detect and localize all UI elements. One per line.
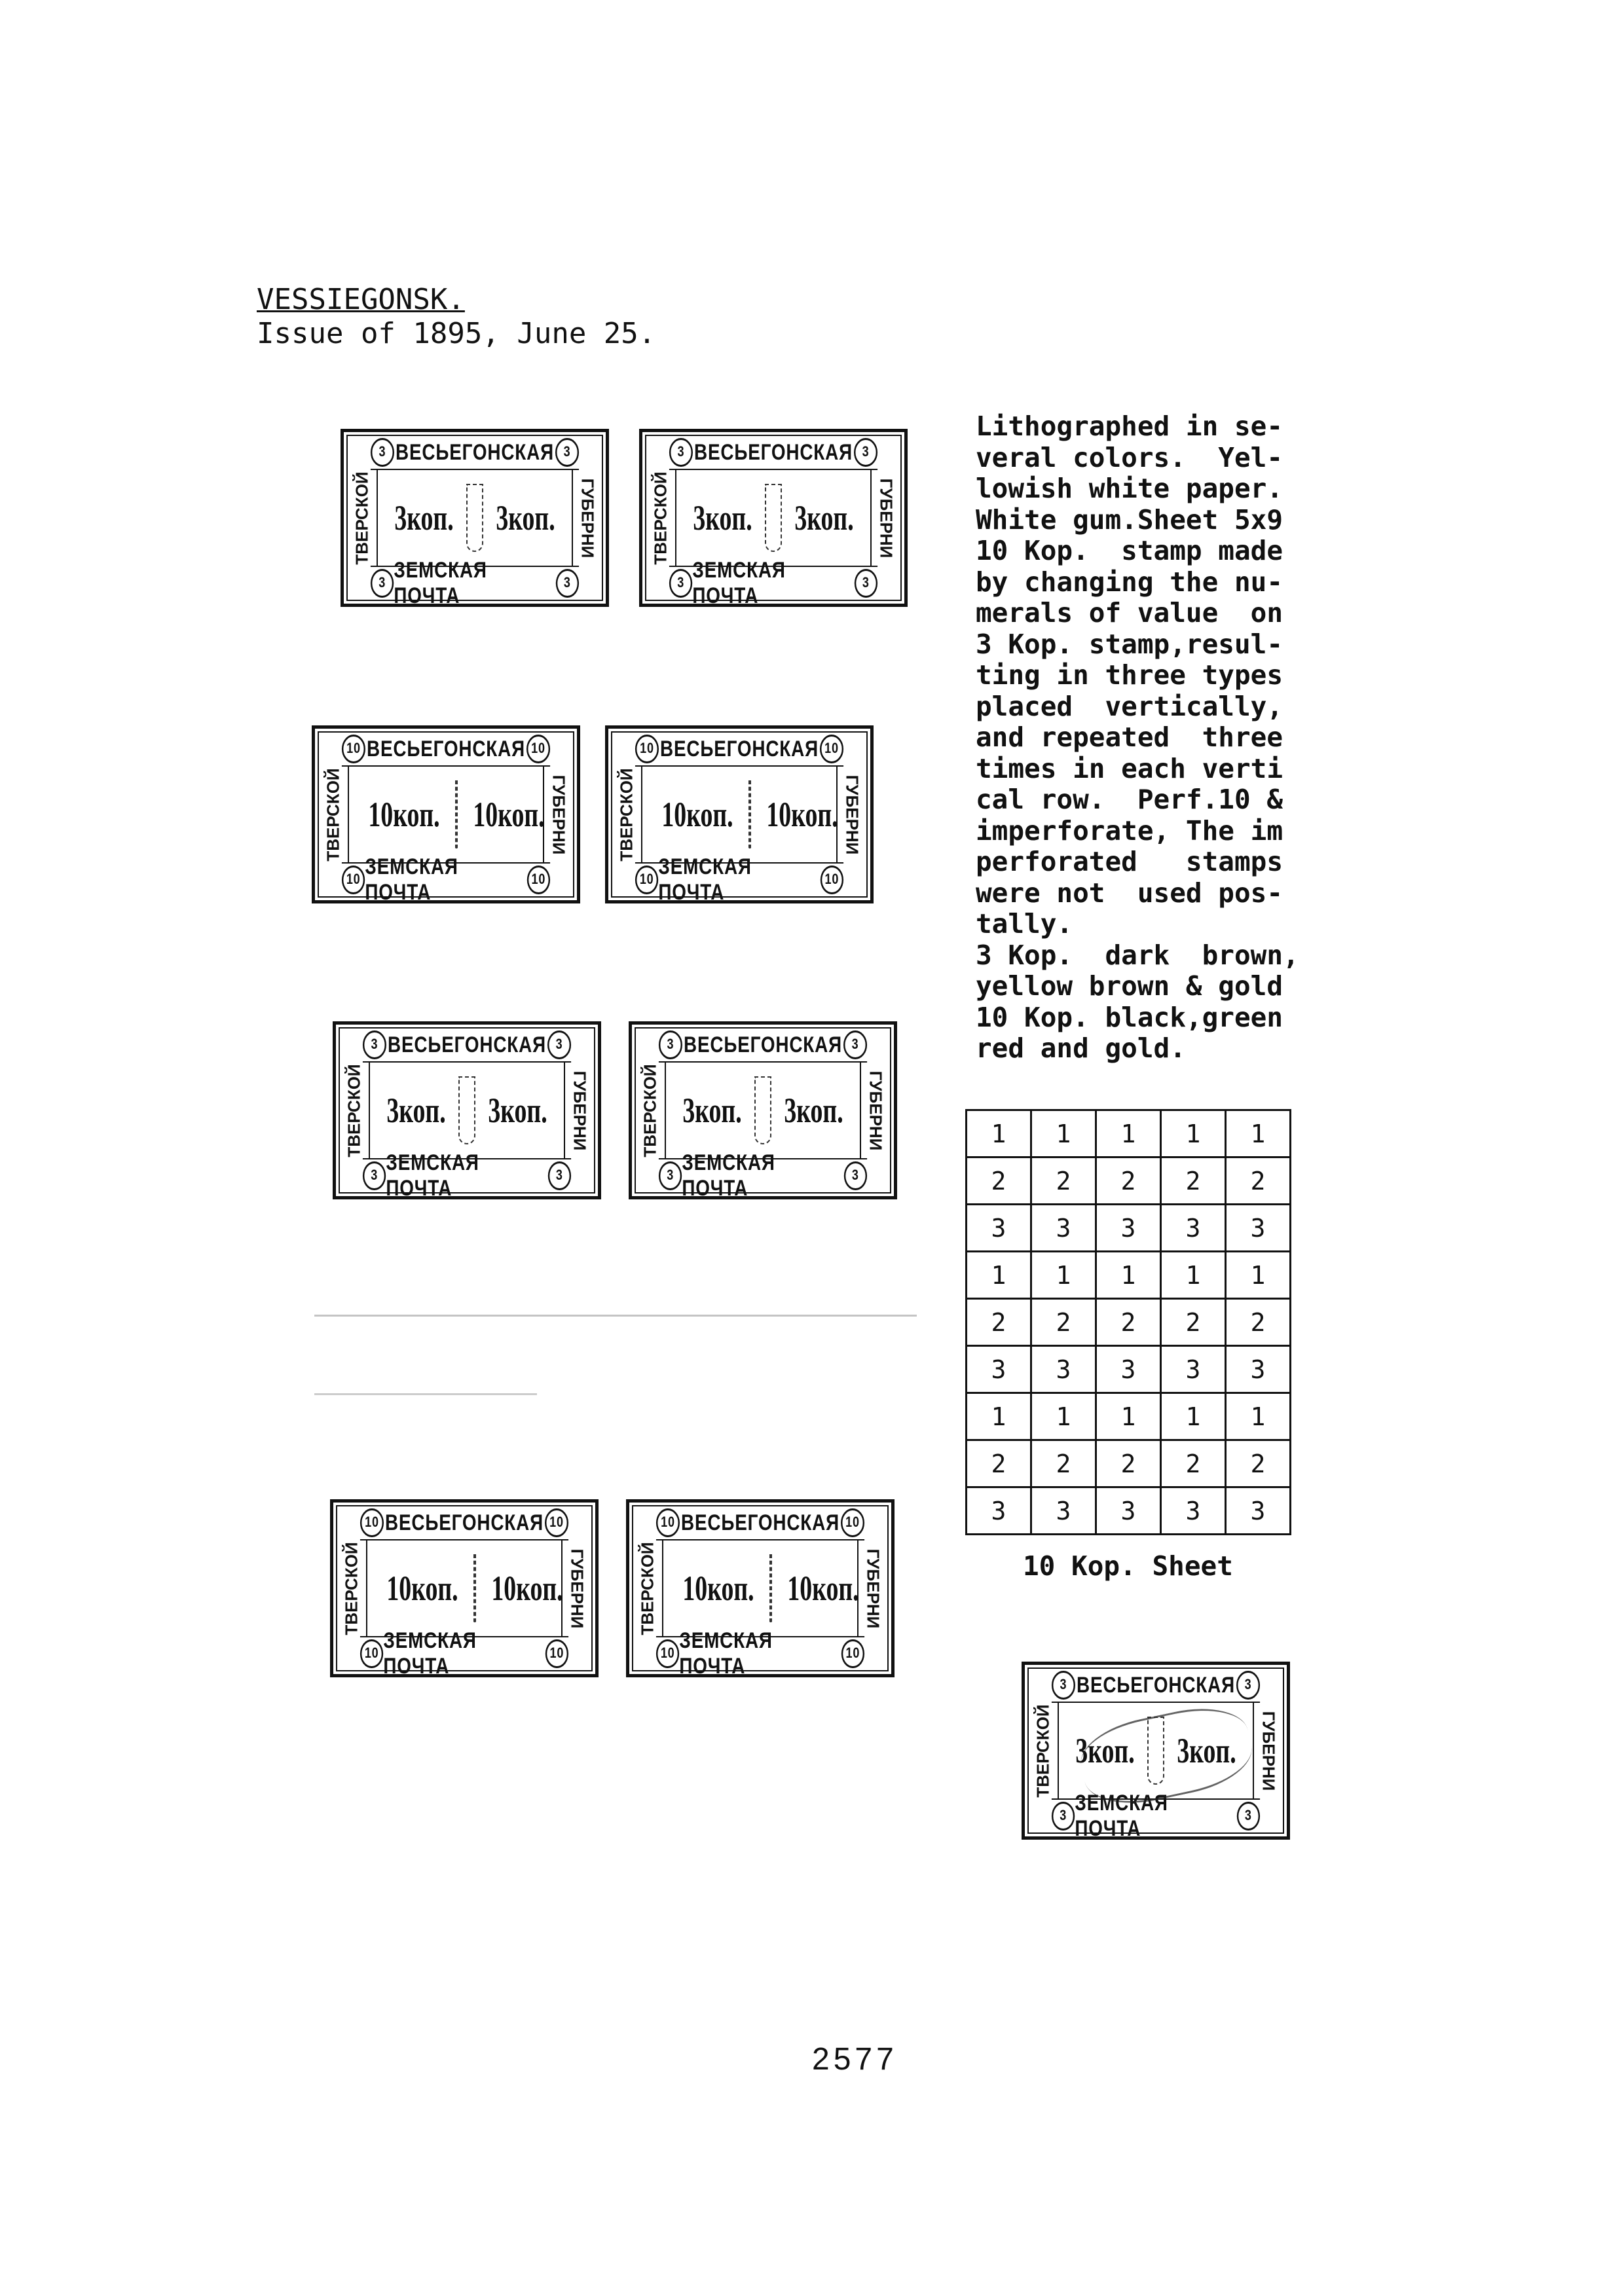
coat-of-arms-icon (769, 1554, 772, 1622)
sheet-cell: 1 (1031, 1393, 1096, 1440)
value-circle-icon: 10 (342, 735, 365, 763)
stamp-top-label (656, 1506, 864, 1540)
value-circle-icon: 3 (363, 1161, 386, 1190)
sheet-cell: 3 (1031, 1487, 1096, 1535)
sheet-cell: 2 (1031, 1157, 1096, 1205)
sheet-cell: 3 (1096, 1205, 1161, 1252)
stamp-denomination: 3коп. (386, 1091, 446, 1130)
page-title: VESSIEGONSK. (257, 283, 465, 316)
sheet-cell: 3 (1161, 1346, 1226, 1393)
stamp-3-kop (333, 1021, 601, 1199)
value-circle-icon: 3 (556, 569, 580, 598)
sheet-row (967, 1346, 1291, 1393)
stamp-right-label: ГУБЕРНИ (857, 1540, 887, 1636)
stamp-right-label: ГУБЕРНИ (572, 470, 602, 566)
sheet-row (967, 1110, 1291, 1157)
stamp-denomination: 3коп. (794, 498, 854, 538)
stamp-denomination: 3коп. (394, 498, 454, 538)
sheet-cell: 2 (1226, 1157, 1291, 1205)
sheet-cell: 2 (967, 1299, 1031, 1346)
stamp-left-label: ТВЕРСКОЙ (646, 470, 676, 566)
stamp-left-label: ТВЕРСКОЙ (337, 1540, 367, 1636)
stamp-top-text: ВЕСЬЕГОНСКАЯ (1077, 1672, 1235, 1698)
sheet-cell: 1 (1226, 1393, 1291, 1440)
coat-of-arms-icon (473, 1554, 476, 1622)
value-circle-icon: 10 (360, 1508, 384, 1537)
stamp-top-text: ВЕСЬЕГОНСКАЯ (681, 1510, 840, 1535)
sheet-cell: 1 (967, 1110, 1031, 1157)
stamp-bottom-label (363, 1150, 571, 1201)
value-circle-icon: 10 (635, 866, 659, 894)
stamp-denomination: 10коп. (386, 1569, 458, 1608)
value-circle-icon: 10 (360, 1639, 384, 1668)
sheet-cell: 3 (1161, 1205, 1226, 1252)
sheet-cell: 1 (1226, 1252, 1291, 1299)
value-circle-icon: 3 (669, 438, 693, 467)
sheet-cell: 3 (1226, 1205, 1291, 1252)
stamp-denomination: 10коп. (661, 795, 733, 834)
stamp-top-text: ВЕСЬЕГОНСКАЯ (388, 1032, 546, 1057)
stamp-denomination: 3коп. (682, 1091, 742, 1130)
stamp-denomination: 3коп. (693, 498, 752, 538)
value-circle-icon: 3 (1237, 1802, 1261, 1831)
stamp-left-label: ТВЕРСКОЙ (319, 767, 349, 862)
value-circle-icon: 10 (545, 1508, 568, 1537)
sheet-cell: 3 (1096, 1487, 1161, 1535)
value-circle-icon: 10 (545, 1639, 569, 1668)
sheet-cell: 1 (1096, 1393, 1161, 1440)
value-circle-icon: 10 (841, 1639, 865, 1668)
coat-of-arms-icon (455, 780, 458, 848)
stamp-top-label (342, 733, 550, 767)
sheet-row (967, 1487, 1291, 1535)
value-circle-icon: 3 (363, 1030, 386, 1059)
value-circle-icon: 3 (547, 1030, 571, 1059)
sheet-cell: 1 (1226, 1110, 1291, 1157)
value-circle-icon: 3 (669, 569, 693, 598)
sheet-cell: 2 (1161, 1299, 1226, 1346)
sheet-cell: 2 (1226, 1299, 1291, 1346)
sheet-cell: 3 (1226, 1346, 1291, 1393)
stamp-bottom-label (1052, 1791, 1260, 1841)
page-subtitle: Issue of 1895, June 25. (257, 317, 656, 350)
stamp-right-label: ГУБЕРНИ (836, 767, 866, 862)
stamp-center (642, 767, 836, 862)
sheet-cell: 2 (1096, 1299, 1161, 1346)
value-circle-icon: 3 (1052, 1802, 1075, 1831)
sheet-cell: 2 (1031, 1299, 1096, 1346)
sheet-cell: 1 (1031, 1252, 1096, 1299)
stamp-3-kop (629, 1021, 897, 1199)
value-circle-icon: 10 (635, 735, 659, 763)
stamp-10-kop (626, 1499, 895, 1677)
page-number: 2577 (812, 2042, 898, 2077)
value-circle-icon: 10 (527, 866, 551, 894)
stamp-left-label: ТВЕРСКОЙ (1029, 1703, 1059, 1798)
stamp-left-label: ТВЕРСКОЙ (633, 1540, 663, 1636)
stamp-top-label (635, 733, 843, 767)
sheet-cell: 1 (1031, 1110, 1096, 1157)
stamp-bottom-label (635, 854, 843, 905)
value-circle-icon: 3 (659, 1030, 682, 1059)
stamp-denomination: 10коп. (473, 795, 545, 834)
stamp-right-label: ГУБЕРНИ (543, 767, 573, 862)
stamp-top-label (371, 436, 579, 470)
stamp-bottom-label (371, 558, 579, 608)
value-circle-icon: 3 (844, 1161, 868, 1190)
sheet-caption: 10 Kop. Sheet (1023, 1550, 1233, 1582)
stamp-top-label (360, 1506, 568, 1540)
value-circle-icon: 3 (1236, 1671, 1260, 1700)
sheet-row (967, 1393, 1291, 1440)
stamp-denomination: 10коп. (491, 1569, 563, 1608)
stamp-top-label (363, 1029, 571, 1063)
stamp-bottom-text: ЗЕМСКАЯ ПОЧТА (682, 1150, 775, 1201)
stamp-3-kop (341, 429, 609, 607)
stamp-denomination: 3коп. (784, 1091, 843, 1130)
value-circle-icon: 3 (371, 438, 394, 467)
stamp-bottom-text: ЗЕМСКАЯ ПОЧТА (386, 1150, 479, 1201)
stamp-denomination: 10коп. (368, 795, 440, 834)
sheet-cell: 2 (1161, 1440, 1226, 1487)
stamp-bottom-text: ЗЕМСКАЯ ПОЧТА (383, 1628, 477, 1679)
value-circle-icon: 3 (843, 1030, 867, 1059)
value-circle-icon: 3 (555, 438, 579, 467)
stamp-denomination: 3коп. (496, 498, 555, 538)
sheet-cell: 1 (1161, 1252, 1226, 1299)
stamp-top-text: ВЕСЬЕГОНСКАЯ (660, 736, 819, 761)
stamp-top-label (1052, 1669, 1260, 1703)
value-circle-icon: 10 (656, 1508, 680, 1537)
value-circle-icon: 3 (371, 569, 394, 598)
stamp-center (666, 1063, 860, 1158)
stamp-bottom-label (659, 1150, 867, 1201)
sheet-cell: 3 (967, 1346, 1031, 1393)
value-circle-icon: 3 (854, 438, 877, 467)
value-circle-icon: 3 (659, 1161, 682, 1190)
sheet-cell: 3 (1031, 1205, 1096, 1252)
stamp-denomination: 10коп. (787, 1569, 859, 1608)
stamp-right-label: ГУБЕРНИ (870, 470, 900, 566)
sheet-cell: 1 (967, 1252, 1031, 1299)
value-circle-icon: 3 (1052, 1671, 1075, 1700)
stamp-bottom-label (669, 558, 877, 608)
stamp-center (378, 470, 572, 566)
stamp-10-kop (330, 1499, 599, 1677)
page-heading (257, 283, 655, 351)
sheet-row (967, 1157, 1291, 1205)
value-circle-icon: 10 (820, 735, 843, 763)
stamp-right-label: ГУБЕРНИ (860, 1063, 890, 1158)
stamp-bottom-text: ЗЕМСКАЯ ПОЧТА (679, 1628, 773, 1679)
stamp-center (367, 1540, 561, 1636)
scan-artifact (314, 1315, 917, 1317)
sheet-cell: 2 (967, 1440, 1031, 1487)
stamp-bottom-label (360, 1628, 568, 1679)
sheet-row (967, 1252, 1291, 1299)
stamp-top-text: ВЕСЬЕГОНСКАЯ (385, 1510, 544, 1535)
stamp-left-label: ТВЕРСКОЙ (612, 767, 642, 862)
stamp-right-label: ГУБЕРНИ (564, 1063, 594, 1158)
stamp-denomination: 3коп. (488, 1091, 547, 1130)
sheet-layout-table (965, 1109, 1291, 1535)
stamp-bottom-text: ЗЕМСКАЯ ПОЧТА (658, 854, 752, 905)
value-circle-icon: 10 (821, 866, 844, 894)
sheet-cell: 3 (967, 1487, 1031, 1535)
value-circle-icon: 10 (841, 1508, 864, 1537)
coat-of-arms-icon (748, 780, 751, 848)
stamp-cancelled-3-kop (1022, 1662, 1290, 1840)
coat-of-arms-icon (466, 484, 483, 552)
stamp-right-label: ГУБЕРНИ (561, 1540, 591, 1636)
sheet-cell: 3 (1096, 1346, 1161, 1393)
stamp-denomination: 3коп. (1075, 1731, 1135, 1770)
stamp-bottom-text: ЗЕМСКАЯ ПОЧТА (1075, 1791, 1168, 1841)
stamp-right-label: ГУБЕРНИ (1253, 1703, 1283, 1798)
sheet-cell: 3 (967, 1205, 1031, 1252)
stamp-center (370, 1063, 564, 1158)
sheet-cell: 2 (1096, 1157, 1161, 1205)
coat-of-arms-icon (754, 1076, 771, 1144)
stamp-top-text: ВЕСЬЕГОНСКАЯ (684, 1032, 842, 1057)
sheet-cell: 3 (1031, 1346, 1096, 1393)
stamp-10-kop (312, 725, 580, 903)
stamp-3-kop (639, 429, 908, 607)
stamp-top-label (669, 436, 877, 470)
stamp-denomination: 3коп. (1177, 1731, 1236, 1770)
sheet-cell: 2 (967, 1157, 1031, 1205)
stamp-top-text: ВЕСЬЕГОНСКАЯ (367, 736, 525, 761)
value-circle-icon: 3 (548, 1161, 572, 1190)
stamp-bottom-label (342, 854, 550, 905)
sheet-cell: 1 (967, 1393, 1031, 1440)
stamp-bottom-text: ЗЕМСКАЯ ПОЧТА (692, 558, 786, 608)
value-circle-icon: 10 (342, 866, 365, 894)
stamp-top-text: ВЕСЬЕГОНСКАЯ (694, 439, 853, 465)
stamp-left-label: ТВЕРСКОЙ (340, 1063, 370, 1158)
sheet-cell: 3 (1226, 1487, 1291, 1535)
stamp-bottom-label (656, 1628, 864, 1679)
sheet-cell: 1 (1096, 1252, 1161, 1299)
stamp-bottom-text: ЗЕМСКАЯ ПОЧТА (394, 558, 487, 608)
sheet-row (967, 1299, 1291, 1346)
coat-of-arms-icon (458, 1076, 475, 1144)
sheet-cell: 3 (1161, 1487, 1226, 1535)
stamp-left-label: ТВЕРСКОЙ (348, 470, 378, 566)
stamp-center (349, 767, 543, 862)
coat-of-arms-icon (765, 484, 782, 552)
stamp-denomination: 10коп. (766, 795, 838, 834)
stamp-10-kop (605, 725, 874, 903)
sheet-cell: 1 (1161, 1393, 1226, 1440)
sheet-cell: 1 (1096, 1110, 1161, 1157)
scan-artifact (314, 1393, 537, 1395)
stamp-left-label: ТВЕРСКОЙ (636, 1063, 666, 1158)
stamp-denomination: 10коп. (682, 1569, 754, 1608)
sheet-row (967, 1440, 1291, 1487)
value-circle-icon: 10 (526, 735, 550, 763)
value-circle-icon: 10 (656, 1639, 680, 1668)
stamp-center (663, 1540, 857, 1636)
stamp-top-text: ВЕСЬЕГОНСКАЯ (396, 439, 554, 465)
stamp-top-label (659, 1029, 867, 1063)
sheet-cell: 2 (1226, 1440, 1291, 1487)
description-text: Lithographed in se- veral colors. Yel- lowish white paper. White gum.Sheet 5x9 10 Kop. stamp made by changing the nu- merals of value on 3 Kop. stamp,resul- ting in three types placed vertically, and repeated three times in each verti cal row. Perf.10 & imperforate, The im perforated stamps were not used pos- tally. 3 Kop. dark brown, yellow brown & gold 10 Kop. black,green red and gold. (976, 410, 1299, 1064)
sheet-cell: 2 (1161, 1157, 1226, 1205)
sheet-cell: 2 (1031, 1440, 1096, 1487)
sheet-cell: 1 (1161, 1110, 1226, 1157)
sheet-row (967, 1205, 1291, 1252)
sheet-cell: 2 (1096, 1440, 1161, 1487)
stamp-center (676, 470, 870, 566)
stamp-bottom-text: ЗЕМСКАЯ ПОЧТА (365, 854, 458, 905)
value-circle-icon: 3 (855, 569, 878, 598)
